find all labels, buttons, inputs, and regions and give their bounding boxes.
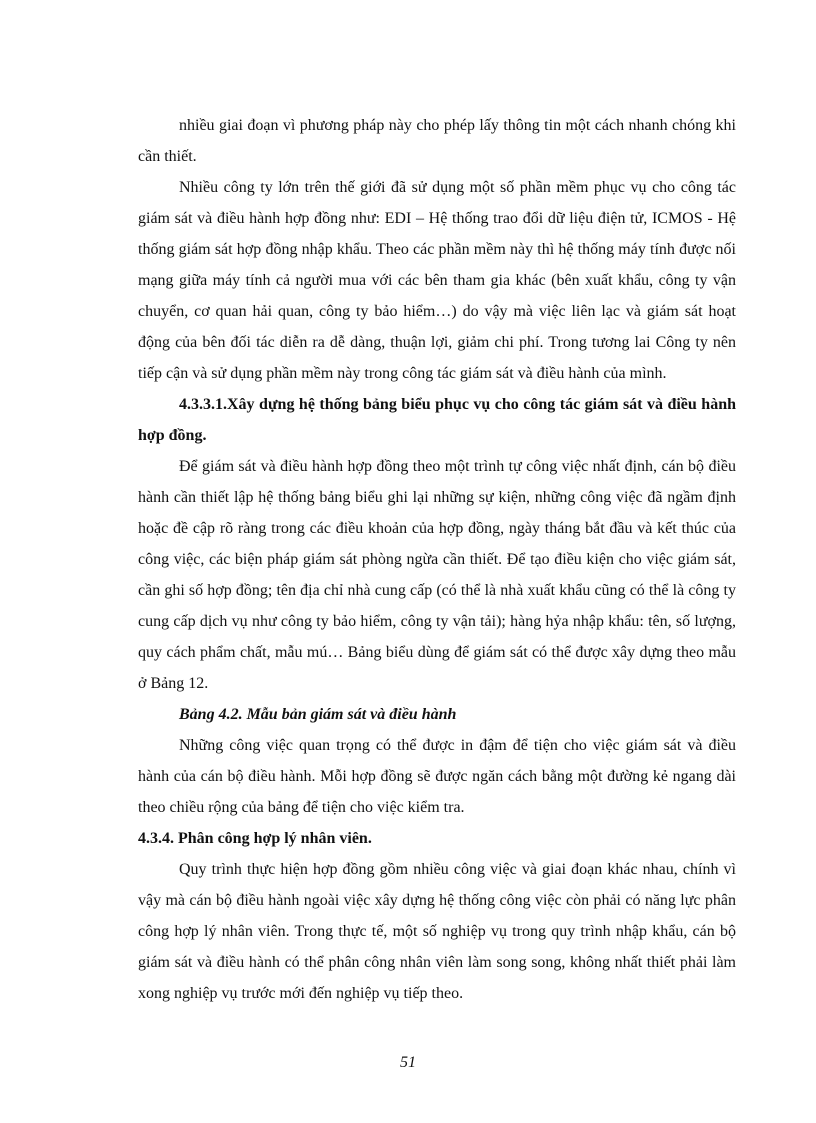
paragraph-software-tools: Nhiều công ty lớn trên thế giới đã sử dụng một số phần mềm phục vụ cho công tác giám sát và điều hành hợp đồng như: EDI – Hệ thống trao đổi dữ liệu điện tử, ICMOS - Hệ thống giám sát hợp đồng nhập khẩu. Theo các phần mềm này thì hệ thống máy tính được nối mạng giữa máy tính cả người mua với các bên tham gia khác (bên xuất khẩu, công ty vận chuyển, cơ quan hải quan, công ty bảo hiểm…) do vậy mà việc liên lạc và giám sát hoạt động của bên đối tác diễn ra dễ dàng, thuận lợi, giảm chi phí. Trong tương lai Công ty nên tiếp cận và sử dụng phần mềm này trong công tác giám sát và điều hành của mình. [138,179,736,382]
paragraph-intro-continuation: nhiều giai đoạn vì phương pháp này cho phép lấy thông tin một cách nhanh chóng khi cần thiết. [138,117,736,165]
section-heading-4-3-3-1: 4.3.3.1.Xây dựng hệ thống bảng biểu phục vụ cho công tác giám sát và điều hành hợp đồng. [138,396,736,444]
paragraph-table-system: Để giám sát và điều hành hợp đồng theo một trình tự công việc nhất định, cán bộ điều hành cần thiết lập hệ thống bảng biểu ghi lại những sự kiện, những công việc đã ngầm định hoặc đề cập rõ ràng trong các điều khoản của hợp đồng, ngày tháng bắt đầu và kết thúc của công việc, các biện pháp giám sát phòng ngừa cần thiết. Để tạo điều kiện cho việc giám sát, cần ghi số hợp đồng; tên địa chỉ nhà cung cấp (có thể là nhà xuất khẩu cũng có thể là công ty cung cấp dịch vụ như công ty bảo hiểm, công ty vận tải); hàng hỷa nhập khẩu: tên, số lượng, quy cách phẩm chất, mẫu mú… Bảng biểu dùng để giám sát có thể được xây dựng theo mẫu ở Bảng 12. [138,458,736,692]
paragraph-staff-assignment: Quy trình thực hiện hợp đồng gồm nhiều công việc và giai đoạn khác nhau, chính vì vậy mà cán bộ điều hành ngoài việc xây dựng hệ thống công việc còn phải có năng lực phân công hợp lý nhân viên. Trong thực tế, một số nghiệp vụ trong quy trình nhập khẩu, cán bộ giám sát và điều hành có thể phân công nhân viên làm song song, không nhất thiết phải làm xong nghiệp vụ trước mới đến nghiệp vụ tiếp theo. [138,861,736,1002]
paragraph-bold-tasks: Những công việc quan trọng có thể được in đậm để tiện cho việc giám sát và điều hành của cán bộ điều hành. Mỗi hợp đồng sẽ được ngăn cách bằng một đường kẻ ngang dài theo chiều rộng của bảng để tiện cho việc kiểm tra. [138,737,736,816]
section-heading-4-3-4: 4.3.4. Phân công hợp lý nhân viên. [138,830,372,847]
table-caption: Bảng 4.2. Mẫu bản giám sát và điều hành [179,706,457,723]
page-number: 51 [400,1054,416,1071]
page-body [138,110,736,1009]
